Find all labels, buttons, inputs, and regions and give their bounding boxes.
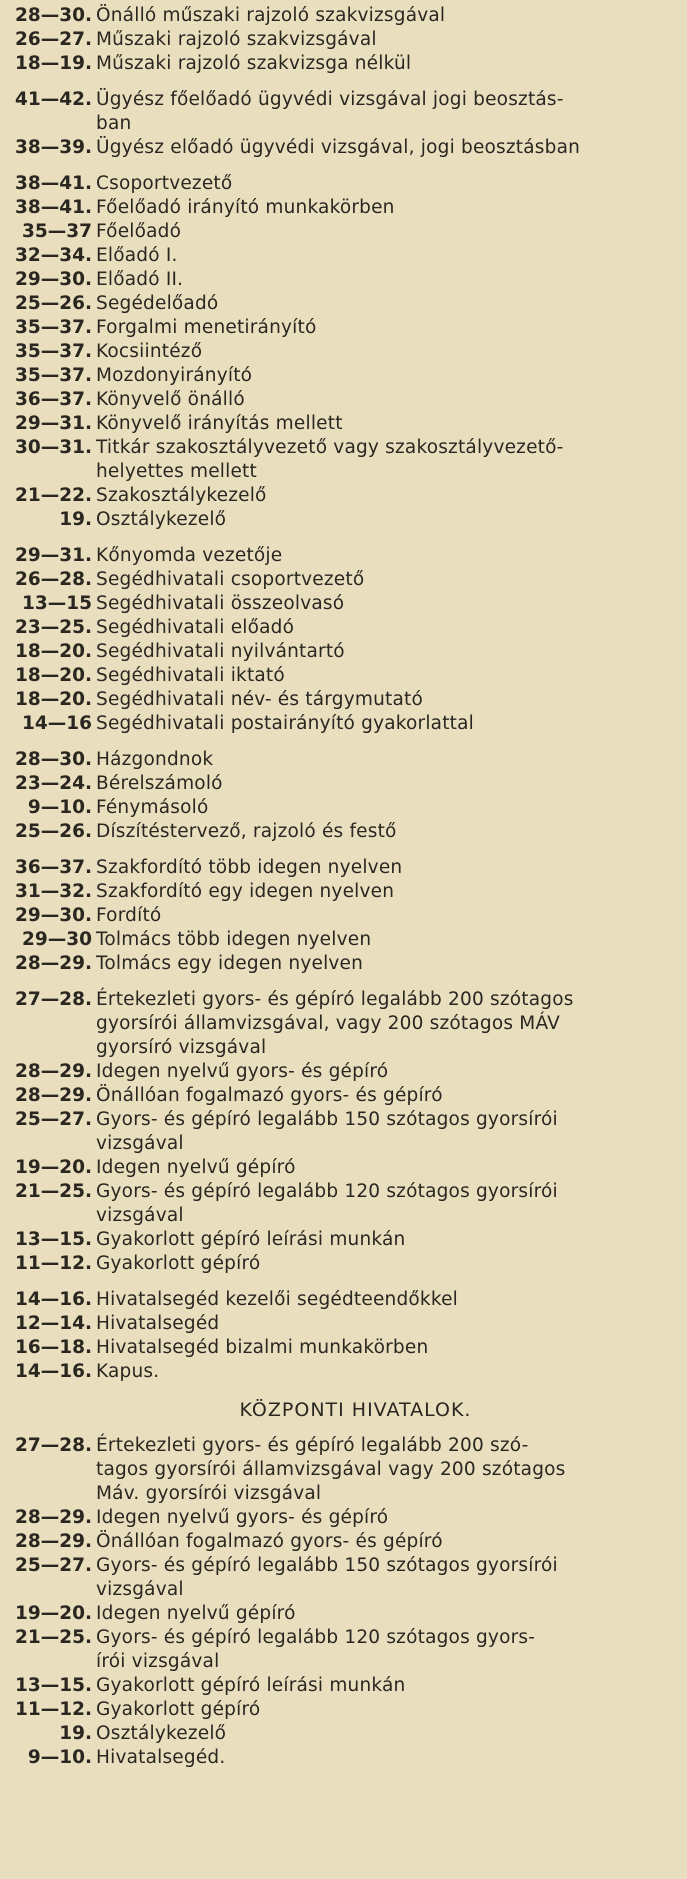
list-item [4,220,677,244]
position-title: Hivatalsegéd kezelői segédteendőkkel [96,1289,459,1310]
pay-grade-range: 26—27. [14,29,92,50]
position-title: Gyors- és gépíró legalább 150 szótagos gyorsírói vizsgával [96,1555,558,1600]
position-title: Gyakorlott gépíró leírási munkán [96,1675,406,1696]
list-item [4,1506,677,1530]
position-title: Hivatalsegéd [96,1313,220,1334]
position-title: Titkár szakosztályvezető vagy szakosztályvezető- helyettes mellett [96,437,564,482]
pay-grade-range: 18—20. [14,641,92,662]
list-item [4,88,677,136]
pay-grade-range: 28—29. [14,1085,92,1106]
position-title: Kőnyomda vezetője [96,545,283,566]
list-item [4,988,677,1060]
list-item [4,1722,677,1746]
pay-grade-range: 38—39. [14,137,92,158]
position-title: Díszítéstervező, rajzoló és festő [96,821,397,842]
position-title: Segédhivatali iktató [96,665,285,686]
position-title: Főelőadó irányító munkakörben [96,197,395,218]
position-title: Főelőadó [96,221,182,242]
position-title: Ügyész előadó ügyvédi vizsgával, jogi beosztásban [96,137,581,158]
position-group [4,88,677,160]
list-item [4,1084,677,1108]
position-title: Könyvelő irányítás mellett [96,413,343,434]
pay-grade-range: 29—30. [14,905,92,926]
pay-grade-range: 25—26. [14,293,92,314]
position-title: Önállóan fogalmazó gyors- és gépíró [96,1085,443,1106]
position-title: Előadó II. [96,269,184,290]
position-title: Tolmács egy idegen nyelven [96,953,364,974]
position-title: Fordító [96,905,162,926]
position-title: Ügyész főelőadó ügyvédi vizsgával jogi beosztás- ban [96,89,564,134]
list-item [4,52,677,76]
list-item [4,1602,677,1626]
pay-grade-range: 25—27. [14,1555,92,1576]
position-title: Tolmács több idegen nyelven [96,929,372,950]
list-item [4,1746,677,1770]
list-item [4,196,677,220]
list-item [4,28,677,52]
list-item [4,1252,677,1276]
list-item [4,544,677,568]
list-item [4,136,677,160]
pay-grade-range: 13—15. [14,1675,92,1696]
pay-grade-range: 35—37. [14,341,92,362]
pay-grade-range: 21—25. [14,1627,92,1648]
list-item [4,1360,677,1384]
pay-grade-range: 9—10. [27,797,92,818]
position-title: Mozdonyirányító [96,365,253,386]
position-group [4,748,677,844]
position-title: Hivatalsegéd. [96,1747,226,1768]
position-title: Műszaki rajzoló szakvizsgával [96,29,377,50]
list-item [4,664,677,688]
position-title: Gyakorlott gépíró [96,1699,261,1720]
position-group [4,172,677,532]
pay-grade-range: 18—20. [14,665,92,686]
position-title: Önálló műszaki rajzoló szakvizsgával [96,5,446,26]
list-item [4,268,677,292]
list-item [4,1554,677,1602]
list-item [4,772,677,796]
position-title: Idegen nyelvű gyors- és gépíró [96,1507,389,1528]
position-title: Értekezleti gyors- és gépíró legalább 200 szó- tagos gyorsírói államvizsgával vagy 200 szótagos Máv. gyorsírói vizsgával [96,1435,566,1504]
pay-grade-range: 18—20. [14,689,92,710]
list-item [4,244,677,268]
section-heading: KÖZPONTI HIVATALOK. [239,1399,472,1421]
position-title: Önállóan fogalmazó gyors- és gépíró [96,1531,443,1552]
list-item [4,688,677,712]
position-group [4,856,677,976]
central-position-list [4,1434,677,1770]
position-title: Idegen nyelvű gépíró [96,1603,296,1624]
list-item [4,748,677,772]
pay-grade-range: 29—30 [22,929,92,950]
list-item [4,292,677,316]
pay-grade-range: 38—41. [14,173,92,194]
list-item [4,1228,677,1252]
list-item [4,1530,677,1554]
position-title: Forgalmi menetirányító [96,317,317,338]
position-title: Házgondnok [96,749,214,770]
pay-grade-range: 30—31. [14,437,92,458]
list-item [4,172,677,196]
pay-grade-range: 32—34. [14,245,92,266]
position-title: Értekezleti gyors- és gépíró legalább 200 szótagos gyorsírói államvizsgával, vagy 200 szótagos MÁV gyorsíró vizsgával [96,989,574,1058]
position-group [4,544,677,736]
position-title: Hivatalsegéd bizalmi munkakörben [96,1337,429,1358]
position-title: Műszaki rajzoló szakvizsga nélkül [96,53,412,74]
list-item [4,928,677,952]
list-item [4,4,677,28]
list-item [4,340,677,364]
list-item [4,592,677,616]
list-item [4,1288,677,1312]
list-item [4,1674,677,1698]
list-item [4,1434,677,1506]
pay-grade-range: 29—31. [14,413,92,434]
position-title: Szakosztálykezelő [96,485,267,506]
position-title: Gyors- és gépíró legalább 150 szótagos gyorsírói vizsgával [96,1109,558,1154]
pay-grade-range: 11—12. [14,1253,92,1274]
pay-grade-range: 14—16 [22,713,92,734]
position-title: Könyvelő önálló [96,389,245,410]
pay-grade-range: 25—27. [14,1109,92,1130]
list-item [4,1108,677,1156]
pay-grade-range: 29—30. [14,269,92,290]
list-item [4,904,677,928]
pay-grade-range: 28—29. [14,953,92,974]
list-item [4,1156,677,1180]
position-title: Szakfordító több idegen nyelven [96,857,403,878]
position-list [4,4,677,1384]
position-title: Segédhivatali nyilvántartó [96,641,345,662]
pay-grade-range: 41—42. [14,89,92,110]
list-item [4,616,677,640]
pay-grade-range: 19—20. [14,1603,92,1624]
list-item [4,712,677,736]
position-title: Fénymásoló [96,797,209,818]
pay-grade-range: 35—37 [22,221,92,242]
position-title: Osztálykezelő [96,1723,227,1744]
position-title: Segédelőadó [96,293,219,314]
position-title: Segédhivatali név- és tárgymutató [96,689,423,710]
pay-grade-range: 21—25. [14,1181,92,1202]
position-title: Csoportvezető [96,173,233,194]
position-title: Segédhivatali csoportvezető [96,569,365,590]
pay-grade-range: 28—30. [14,749,92,770]
pay-grade-range: 13—15 [22,593,92,614]
pay-grade-range: 13—15. [14,1229,92,1250]
position-group [4,988,677,1276]
position-title: Segédhivatali előadó [96,617,295,638]
pay-grade-range: 19. [59,1723,92,1744]
pay-grade-range: 29—31. [14,545,92,566]
list-item [4,568,677,592]
list-item [4,484,677,508]
position-title: Segédhivatali postairányító gyakorlattal [96,713,474,734]
pay-grade-range: 28—30. [14,5,92,26]
position-title: Kapus. [96,1361,160,1382]
position-title: Segédhivatali összeolvasó [96,593,345,614]
position-title: Gyors- és gépíró legalább 120 szótagos gyorsírói vizsgával [96,1181,558,1226]
position-title: Gyors- és gépíró legalább 120 szótagos gyors- írói vizsgával [96,1627,536,1672]
position-title: Kocsiintéző [96,341,203,362]
pay-grade-range: 28—29. [14,1061,92,1082]
pay-grade-range: 16—18. [14,1337,92,1358]
pay-grade-range: 19. [59,509,92,530]
position-title: Szakfordító egy idegen nyelven [96,881,395,902]
pay-grade-range: 36—37. [14,857,92,878]
position-group [4,1288,677,1384]
pay-grade-range: 19—20. [14,1157,92,1178]
pay-grade-range: 23—24. [14,773,92,794]
pay-grade-range: 36—37. [14,389,92,410]
pay-grade-range: 14—16. [14,1289,92,1310]
list-item [4,1626,677,1674]
list-item [4,856,677,880]
pay-grade-range: 27—28. [14,1435,92,1456]
pay-grade-range: 11—12. [14,1699,92,1720]
position-group [4,4,677,76]
list-item [4,364,677,388]
list-item [4,796,677,820]
position-title: Gyakorlott gépíró leírási munkán [96,1229,406,1250]
pay-grade-range: 21—22. [14,485,92,506]
pay-grade-range: 28—29. [14,1531,92,1552]
list-item [4,1698,677,1722]
list-item [4,1180,677,1228]
list-item [4,952,677,976]
position-title: Idegen nyelvű gépíró [96,1157,296,1178]
position-title: Előadó I. [96,245,178,266]
pay-grade-range: 27—28. [14,989,92,1010]
list-item [4,508,677,532]
pay-grade-range: 18—19. [14,53,92,74]
list-item [4,820,677,844]
position-title: Osztálykezelő [96,509,227,530]
pay-grade-range: 26—28. [14,569,92,590]
position-title: Bérelszámoló [96,773,223,794]
list-item [4,436,677,484]
list-item [4,1060,677,1084]
list-item [4,388,677,412]
list-item [4,880,677,904]
position-title: Gyakorlott gépíró [96,1253,261,1274]
pay-grade-range: 25—26. [14,821,92,842]
pay-grade-range: 35—37. [14,365,92,386]
pay-grade-range: 31—32. [14,881,92,902]
list-item [4,1312,677,1336]
list-item [4,640,677,664]
pay-grade-range: 38—41. [14,197,92,218]
pay-grade-range: 12—14. [14,1313,92,1334]
list-item [4,412,677,436]
pay-grade-range: 28—29. [14,1507,92,1528]
pay-grade-range: 23—25. [14,617,92,638]
pay-grade-range: 35—37. [14,317,92,338]
pay-grade-range: 9—10. [27,1747,92,1768]
list-item [4,1336,677,1360]
position-title: Idegen nyelvű gyors- és gépíró [96,1061,389,1082]
list-item [4,316,677,340]
pay-grade-range: 14—16. [14,1361,92,1382]
